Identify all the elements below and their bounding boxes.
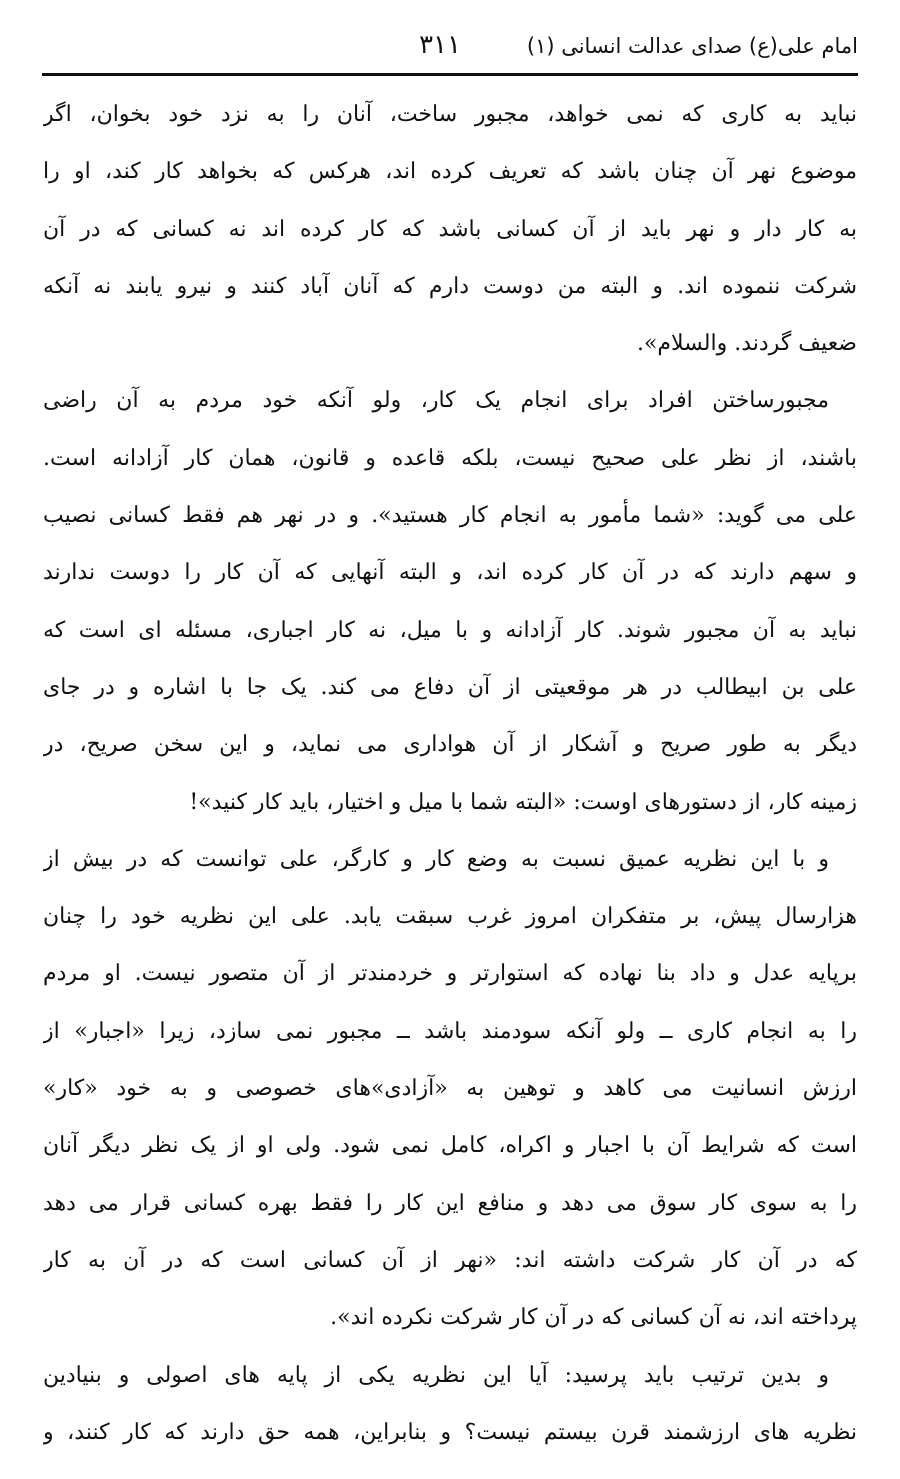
text-line: ضعیف گردند. والسلام». [636,331,857,357]
text-line: نظریه های ارزشمند قرن بیستم نیست؟ و بنابراین، همه حق دارند که کار کنند، و [43,1419,857,1445]
page-number: ۳۱۱ [419,30,461,60]
text-line: باشند، از نظر علی صحیح نیست، بلکه قاعده و قانون، همان کار آزادانه است. [43,445,857,471]
text-line: شرکت ننموده اند. و البته من دوست دارم که آنان آباد کنند و نیرو یابند نه آنکه [43,273,857,299]
text-line: نباید به آن مجبور شوند. کار آزادانه و با میل، نه کار اجباری، مسئله ای است که [43,617,857,643]
text-line: موضوع نهر آن چنان باشد که تعریف کرده اند، هرکس که بخواهد کار کند، او را [43,159,857,185]
text-line: و با این نظریه عمیق نسبت به وضع کار و کارگر، علی توانست که در بیش از [43,846,829,872]
text-line: پرداخته اند، نه آن کسانی که در آن کار شرکت نکرده اند». [330,1305,857,1331]
text-line: هزارسال پیش، بر متفکران امروز غرب سبقت یابد. علی این نظریه خود را چنان [43,904,857,930]
page-header [42,26,858,72]
text-line: که در آن کار شرکت داشته اند: «نهر از آن کسانی است که در آن به کار [43,1247,857,1273]
text-line: و سهم دارند که در آن کار کرده اند، و البته آنهایی که آن کار را دوست ندارند [43,560,857,586]
header-rule [42,73,858,76]
text-line: را به سوی کار سوق می دهد و منافع این کار را فقط بهره کسانی قرار می دهد [43,1190,857,1216]
text-line: برپایه عدل و داد بنا نهاده که استوارتر و خردمندتر از آن متصور نیست. او مردم [43,961,857,987]
text-line: نباید به کاری که نمی خواهد، مجبور ساخت، آنان را به نزد خود بخوان، اگر [43,102,857,127]
text-line: زمینه کار، از دستورهای اوست: «البته شما با میل و اختیار، باید کار کنید»! [189,789,857,815]
text-line: مجبورساختن افراد برای انجام یک کار، ولو آنکه خود مردم به آن راضی [43,388,829,414]
text-line: دیگر به طور صریح و آشکار از آن هواداری می نماید، و این سخن صریح، در [43,732,857,758]
text-line: را به انجام کاری ــ ولو آنکه سودمند باشد ــ مجبور نمی سازد، زیرا «اجبار» از [43,1018,857,1044]
text-line: ارزش انسانیت می کاهد و توهین به «آزادی»های خصوصی و به خود «کار» [43,1076,857,1102]
text-line: و بدین ترتیب باید پرسید: آیا این نظریه یکی از پایه های اصولی و بنیادین [43,1362,829,1388]
body-text [43,86,857,1461]
text-line: علی بن ابیطالب در هر موقعیتی از آن دفاع می کند. یک جا با اشاره و در جای [43,674,857,700]
text-line: است که شرایط آن با اجبار و اکراه، کامل نمی شود. ولی او از یک نظر دیگر آنان [43,1133,857,1159]
text-line: به کار دار و نهر باید از آن کسانی باشد که کار کرده اند نه کسانی که در آن [43,216,857,242]
text-line: علی می گوید: «شما مأمور به انجام کار هستید». و در نهر هم فقط کسانی نصیب [43,503,857,529]
running-title: امام علی(ع) صدای عدالت انسانی (۱) [526,34,858,58]
